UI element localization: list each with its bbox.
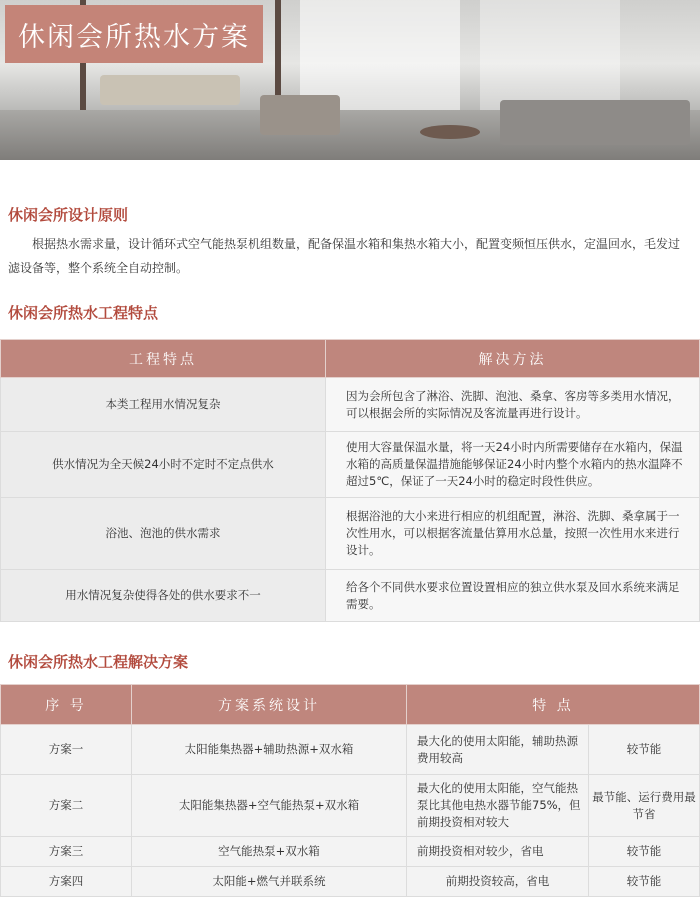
- armchair: [260, 95, 340, 135]
- section-title: 休闲会所热水工程解决方案: [8, 653, 189, 671]
- table-row: [1, 775, 700, 837]
- plan-no-cell: 方案三: [1, 837, 132, 867]
- plan-design-cell: 空气能热泵+双水箱: [132, 837, 407, 867]
- plan-design-cell: 太阳能集热器+辅助热源+双水箱: [132, 725, 407, 775]
- feature-cell: 用水情况复杂使得各处的供水要求不一: [1, 570, 326, 622]
- table-row: [1, 498, 700, 570]
- solutions-table: [0, 684, 700, 897]
- header-feature: 特 点: [407, 685, 700, 725]
- section-title: 休闲会所热水工程特点: [8, 304, 159, 322]
- plan-no-cell: 方案一: [1, 725, 132, 775]
- table-row: [1, 867, 700, 897]
- solution-cell: 根据浴池的大小来进行相应的机组配置，淋浴、洗脚、桑拿属于一次性用水，可以根据客流量估算用水总量，按照一次性用水来进行设计。: [326, 498, 700, 570]
- plan-design-cell: 太阳能+燃气并联系统: [132, 867, 407, 897]
- plan-feature-cell: 前期投资相对较少，省电: [407, 837, 589, 867]
- sofa: [100, 75, 240, 105]
- plan-no-cell: 方案四: [1, 867, 132, 897]
- table-header-row: [1, 340, 700, 378]
- table-row: [1, 837, 700, 867]
- table-row: [1, 432, 700, 498]
- plan-feature-cell: 最大化的使用太阳能，空气能热泵比其他电热水器节能75%，但前期投资相对较大: [407, 775, 589, 837]
- plan-rating-cell: 较节能: [589, 867, 700, 897]
- plan-rating-cell: 较节能: [589, 725, 700, 775]
- header-no: 序 号: [1, 685, 132, 725]
- plan-no-cell: 方案二: [1, 775, 132, 837]
- plan-rating-cell: 最节能、运行费用最节省: [589, 775, 700, 837]
- plan-design-cell: 太阳能集热器+空气能热泵+双水箱: [132, 775, 407, 837]
- table-row: [1, 378, 700, 432]
- plan-feature-cell: 最大化的使用太阳能，辅助热源费用较高: [407, 725, 589, 775]
- section-title: 休闲会所设计原则: [8, 206, 129, 224]
- solution-cell: 因为会所包含了淋浴、洗脚、泡池、桑拿、客房等多类用水情况，可以根据会所的实际情况及客流量再进行设计。: [326, 378, 700, 432]
- header-solution: 解决方法: [326, 340, 700, 378]
- design-principle-text: 根据热水需求量，设计循环式空气能热泵机组数量，配备保温水箱和集热水箱大小，配置变频恒压供水，定温回水，毛发过滤设备等，整个系统全自动控制。: [8, 237, 681, 275]
- solution-cell: 给各个不同供水要求位置设置相应的独立供水泵及回水系统来满足需要。: [326, 570, 700, 622]
- plan-feature-cell: 前期投资较高，省电: [407, 867, 589, 897]
- sofa: [500, 100, 690, 145]
- solution-cell: 使用大容量保温水量，将一天24小时内所需要储存在水箱内，保温水箱的高质量保温措施能够保证24小时内整个水箱内的热水温降不超过5℃，保证了一天24小时的稳定时段性供应。: [326, 432, 700, 498]
- feature-cell: 供水情况为全天候24小时不定时不定点供水: [1, 432, 326, 498]
- table-header-row: [1, 685, 700, 725]
- banner-title: 休闲会所热水方案: [5, 5, 263, 63]
- bowl: [420, 125, 480, 139]
- window-light: [480, 0, 620, 110]
- window-light: [300, 0, 460, 110]
- feature-cell: 本类工程用水情况复杂: [1, 378, 326, 432]
- banner: [0, 0, 700, 160]
- table-row: [1, 725, 700, 775]
- table-row: [1, 570, 700, 622]
- header-feature: 工程特点: [1, 340, 326, 378]
- feature-cell: 浴池、泡池的供水需求: [1, 498, 326, 570]
- features-table: [0, 339, 700, 622]
- header-design: 方案系统设计: [132, 685, 407, 725]
- plan-rating-cell: 较节能: [589, 837, 700, 867]
